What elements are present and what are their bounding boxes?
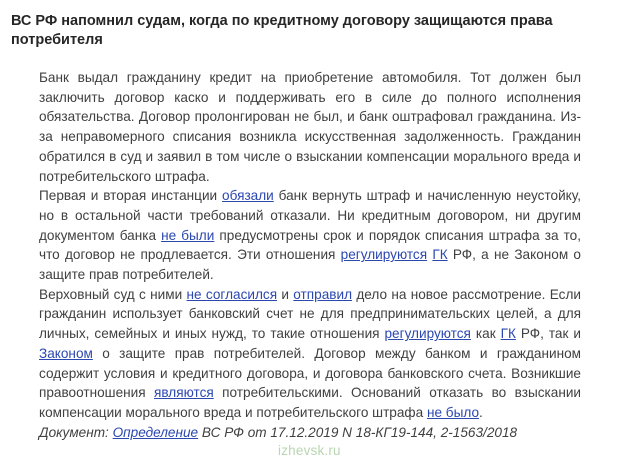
paragraph-lower-courts xyxy=(39,186,581,285)
text-span: и xyxy=(277,286,294,302)
text-span: Первая и вторая инстанции xyxy=(39,188,223,204)
link-zakonom[interactable]: Законом xyxy=(39,345,93,361)
link-otpravil[interactable]: отправил xyxy=(293,286,353,302)
link-obyazali[interactable]: обязали xyxy=(222,188,274,204)
text-span: как xyxy=(470,326,501,342)
site-watermark: izhevsk.ru xyxy=(278,443,341,458)
paragraph-facts: Банк выдал гражданину кредит на приобретение автомобиля. Тот должен был заключить договор каско и поддерживать его в силе до полного исполнения обязательства. Договор пролонгирован не был, и банк оштрафовал гражданина. Из-за неправомерного списания возникла искусственная задолженность. Гражданин обратился в суд и заявил в том числе о взыскании компенсации морального вреда и потребительского штрафа. xyxy=(39,70,581,184)
link-gk[interactable]: ГК xyxy=(432,247,448,263)
text-span: дело на новое рассмотрение. Если гражданин использует банковский счет не для предпринимательских целей, а для личных, семейных и иных нужд, то такие отношения xyxy=(39,286,581,342)
text-span: потребительскими. Оснований отказать во взыскании компенсации морального вреда и потребительского штрафа xyxy=(39,385,582,420)
source-suffix: ВС РФ от 17.12.2019 N 18-КГ19-144, 2-1563/2018 xyxy=(198,424,518,440)
text-span: РФ, а не Законом о защите прав потребителей. xyxy=(39,247,581,283)
document-source xyxy=(39,423,581,443)
paragraph-supreme-court xyxy=(39,285,581,423)
link-opredelenie[interactable]: Определение xyxy=(112,424,199,440)
text-span: о защите прав потребителей. Договор между банком и гражданином содержит условия и кредитного договора, и договора банковского счета. Возникшие правоотношения xyxy=(39,345,581,401)
link-ne-bylo[interactable]: не было xyxy=(426,404,479,420)
text-span: предусмотрены срок и порядок списания штрафа за то, что договор не продлевается. Эти отношения xyxy=(39,227,581,263)
text-span: банк вернуть штраф и начисленную неустойку, но в остальной части требований отказали. Ни кредитным договором, ни другим документом банка xyxy=(39,188,581,243)
text-span: Верховный суд с ними xyxy=(39,286,187,302)
link-yavlyayutsya[interactable]: являются xyxy=(154,385,214,401)
link-ne-byli[interactable]: не были xyxy=(161,227,215,243)
text-span: . xyxy=(479,404,483,420)
source-prefix: Документ: xyxy=(39,424,113,440)
text-span: РФ, так и xyxy=(515,326,581,342)
link-reguliruyutsya-2[interactable]: регулируются xyxy=(384,326,471,342)
link-reguliruyutsya[interactable]: регулируются xyxy=(340,247,428,263)
link-ne-soglasilsya[interactable]: не согласился xyxy=(186,286,278,302)
link-gk-2[interactable]: ГК xyxy=(500,326,516,342)
article-headline: ВС РФ напомнил судам, когда по кредитному договору защищаются права потребителя xyxy=(11,13,553,48)
article-body xyxy=(39,68,581,442)
